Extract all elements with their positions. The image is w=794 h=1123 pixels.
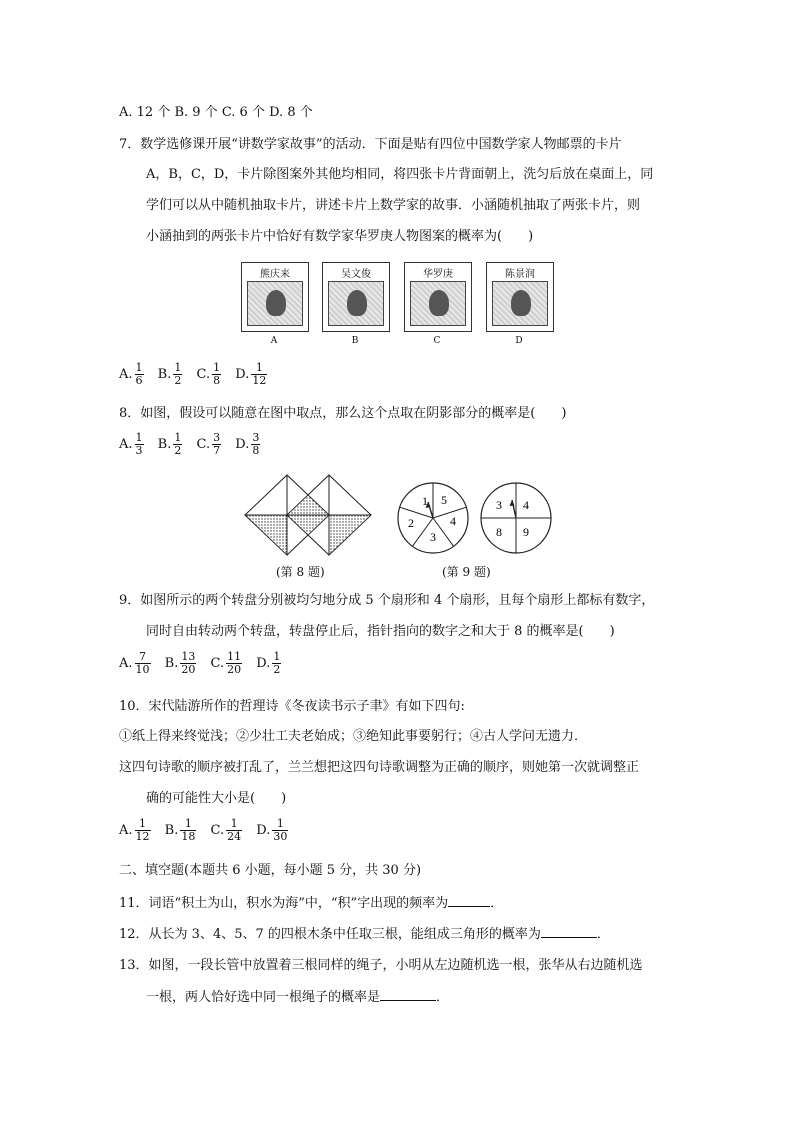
q10-options: A. $\frac{1}{12}$ B. $\frac{1}{18}$ C. $\frac{1}{24}$ D. $\frac{1}{30}$ <box>119 817 288 843</box>
sector-label: 3 <box>430 530 436 544</box>
stamp-label: B <box>351 336 359 346</box>
answer-blank[interactable] <box>541 925 597 938</box>
q9-wheel-4-sectors <box>478 480 554 556</box>
q10-line-2: ①纸上得来终觉浅；②少壮工夫老始成；③绝知此事要躬行；④古人学问无遗力． <box>119 729 588 744</box>
stamp-card-d <box>486 262 554 332</box>
sector-label: 4 <box>450 514 456 528</box>
q7-line-4: 小涵抽到的两张卡片中恰好有数学家华罗庚人物图案的概率为( ) <box>146 229 534 244</box>
q9-line-1: 9．如图所示的两个转盘分别被均匀地分成 5 个扇形和 4 个扇形，且每个扇形上都标有数字， <box>119 593 655 608</box>
stamp-label: A <box>270 336 278 346</box>
answer-blank[interactable] <box>380 988 436 1001</box>
q8-figure <box>240 470 375 560</box>
q13-line-1: 13．如图，一段长管中放置着三根同样的绳子，小明从左边随机选一根，张华从右边随机选 <box>119 958 643 973</box>
portrait-image <box>247 281 303 326</box>
answer-blank[interactable] <box>448 894 490 907</box>
sector-label: 1 <box>422 494 428 508</box>
sector-label: 4 <box>523 498 529 512</box>
q10-line-3: 这四句诗歌的顺序被打乱了，兰兰想把这四句诗歌调整为正确的顺序，则她第一次就调整正 <box>119 760 640 775</box>
stamp-label: C <box>433 336 441 346</box>
q9-caption: (第 9 题) <box>442 565 491 579</box>
q6-options: A. 12 个 B. 9 个 C. 6 个 D. 8 个 <box>119 105 313 120</box>
stamp-card-b <box>322 262 390 332</box>
q8-line-1: 8．如图，假设可以随意在图中取点，那么这个点取在阴影部分的概率是( ) <box>119 406 567 421</box>
sector-label: 2 <box>408 516 414 530</box>
portrait-image <box>410 281 466 326</box>
portrait-image <box>328 281 384 326</box>
q11: 11．词语“积土为山，积水为海”中，“积”字出现的频率为 ． <box>119 896 504 911</box>
sector-label: 3 <box>496 498 502 512</box>
sector-label: 8 <box>496 525 502 539</box>
q7-line-3: 学们可以从中随机抽取卡片，讲述卡片上数学家的故事．小涵随机抽取了两张卡片，则 <box>146 198 641 213</box>
q9-line-2: 同时自由转动两个转盘，转盘停止后，指针指向的数字之和大于 8 的概率是( ) <box>146 624 615 639</box>
portrait-image <box>492 281 548 326</box>
q12: 12．从长为 3、4、5、7 的四根木条中任取三根，能组成三角形的概率为 ． <box>119 927 610 942</box>
q8-options: A. $\frac{1}{3}$ B. $\frac{1}{2}$ C. $\frac{3}{7}$ D. $\frac{3}{8}$ <box>119 431 260 457</box>
q7-line-1: 7．数学选修课开展“讲数学家故事”的活动．下面是贴有四位中国数学家人物邮票的卡片 <box>119 137 622 152</box>
stamp-label: D <box>515 336 523 346</box>
q7-options: A. $\frac{1}{6}$ B. $\frac{1}{2}$ C. $\frac{1}{8}$ D. $\frac{1}{12}$ <box>119 361 267 387</box>
q13-line-2: 一根，两人恰好选中同一根绳子的概率是 ． <box>146 990 450 1005</box>
section-heading: 二、填空题(本题共 6 小题，每小题 5 分，共 30 分) <box>119 863 422 878</box>
stamp-card-c <box>404 262 472 332</box>
q10-line-1: 10．宋代陆游所作的哲理诗《冬夜读书示子聿》有如下四句: <box>119 699 465 714</box>
stamp-name: 陈景润 <box>505 269 535 280</box>
sector-label: 5 <box>441 493 447 507</box>
stamp-name: 吴文俊 <box>341 269 371 280</box>
q9-options: A. $\frac{7}{10}$ B. $\frac{13}{20}$ C. $\frac{11}{20}$ D. $\frac{1}{2}$ <box>119 650 281 676</box>
q7-line-2: A，B，C，D，卡片除图案外其他均相同，将四张卡片背面朝上，洗匀后放在桌面上，同 <box>146 167 654 182</box>
stamp-card-a <box>241 262 309 332</box>
sector-label: 9 <box>523 525 529 539</box>
q9-wheel-5-sectors <box>395 480 471 556</box>
stamp-name: 熊庆来 <box>260 269 290 280</box>
q8-caption: (第 8 题) <box>276 565 325 579</box>
q10-line-4: 确的可能性大小是( ) <box>146 791 287 806</box>
stamp-name: 华罗庚 <box>423 269 453 280</box>
